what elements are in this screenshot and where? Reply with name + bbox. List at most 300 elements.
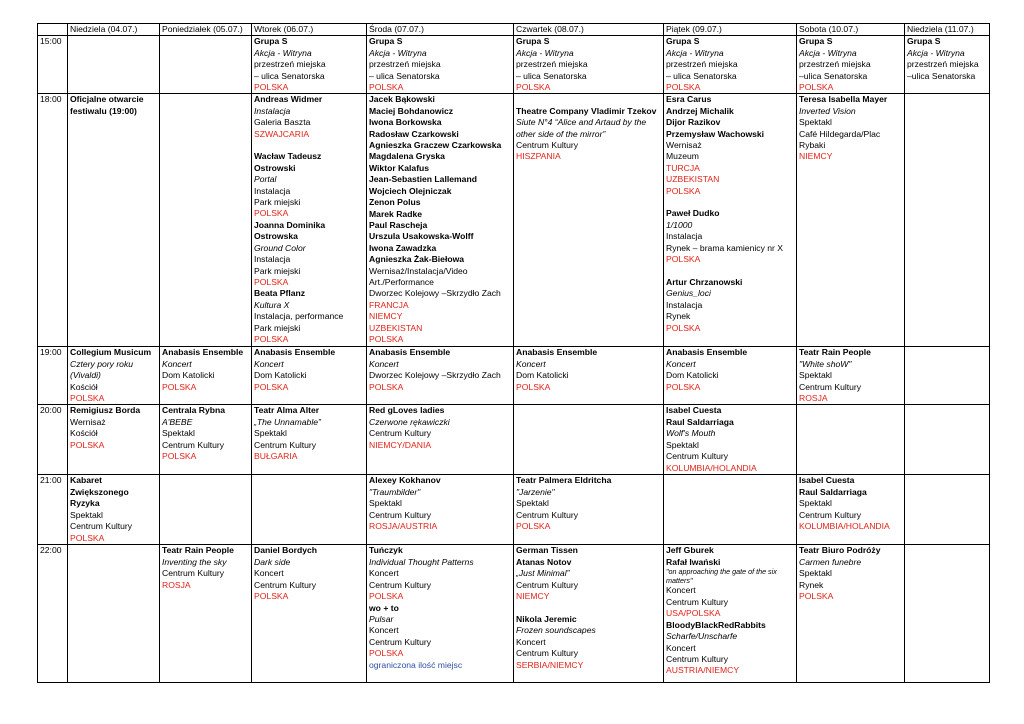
event-performer: Teatr Biuro Podróży: [799, 545, 881, 556]
event-country: POLSKA: [369, 381, 404, 392]
event-line: Spektakl: [369, 498, 402, 509]
event-line: Koncert: [254, 568, 284, 579]
event-cell-content: [70, 347, 157, 404]
event-cell-content: [799, 545, 902, 602]
event-line: Spektakl: [516, 498, 549, 509]
event-title: Koncert: [369, 358, 399, 369]
event-line: Centrum Kultury: [162, 439, 225, 450]
event-cell: [160, 36, 252, 94]
event-cell: [68, 347, 160, 405]
event-country: KOLUMBIA/HOLANDIA: [799, 521, 890, 532]
event-title: "on approaching the gate of the six: [666, 567, 777, 577]
event-country: POLSKA: [162, 451, 197, 462]
event-line: Spektakl: [162, 428, 195, 439]
event-performer: Wiktor Kalafus: [369, 162, 430, 173]
festival-schedule-table: [37, 23, 990, 683]
event-cell: [514, 475, 664, 545]
event-cell: [68, 36, 160, 94]
event-line: Kościół: [70, 428, 98, 439]
event-performer: Remigiusz Borda: [70, 405, 141, 416]
event-performer: Jean-Sebastien Lallemand: [369, 174, 477, 185]
event-performer: Ryzyka: [70, 498, 100, 509]
event-performer: Dijor Razikov: [666, 117, 721, 128]
event-performer: Isabel Cuesta: [799, 475, 855, 486]
event-country: POLSKA: [70, 393, 105, 404]
event-cell-content: [516, 475, 661, 532]
event-country: POLSKA: [666, 381, 701, 392]
event-line: Centrum Kultury: [369, 636, 432, 647]
event-performer: Wacław Tadeusz: [254, 151, 322, 162]
event-cell-content: [907, 36, 987, 82]
event-country: POLSKA: [799, 591, 834, 602]
event-line: Instalacja: [666, 299, 703, 310]
event-line: Rynek – brama kamienicy nr X: [666, 242, 784, 253]
event-line: przestrzeń miejska: [369, 59, 441, 70]
event-title: Individual Thought Patterns: [369, 556, 474, 567]
event-line: Spektakl: [254, 428, 287, 439]
event-title: „The Unnamable”: [254, 416, 321, 427]
event-performer: Nikola Jeremic: [516, 613, 577, 624]
event-performer: Teatr Palmera Eldritcha: [516, 475, 612, 486]
event-cell-content: [70, 405, 157, 451]
event-cell: [797, 545, 905, 683]
event-country: NIEMCY: [516, 591, 550, 602]
event-cell-content: [666, 545, 794, 676]
event-line: Centrum Kultury: [369, 579, 432, 590]
event-cell: [664, 36, 797, 94]
event-performer: Iwona Borkowska: [369, 117, 442, 128]
event-cell: [252, 475, 367, 545]
event-cell: [797, 36, 905, 94]
event-country: POLSKA: [666, 254, 701, 265]
event-line: Centrum Kultury: [369, 428, 432, 439]
event-line: Spektakl: [799, 117, 832, 128]
schedule-body: [38, 36, 990, 683]
event-line: Centrum Kultury: [516, 509, 579, 520]
event-line: Dom Katolicki: [666, 370, 719, 381]
event-title: "Jarzenie": [516, 486, 555, 497]
event-title: Kultura X: [254, 299, 290, 310]
event-title: Akcja - Witryna: [799, 47, 857, 58]
event-cell-content: [799, 475, 902, 532]
event-line: Spektakl: [666, 439, 699, 450]
event-line: Centrum Kultury: [666, 653, 729, 664]
event-performer: Red gLoves ladies: [369, 405, 445, 416]
event-performer: Jeff Gburek: [666, 545, 714, 556]
event-country: BUŁGARIA: [254, 451, 298, 462]
event-line: Centrum Kultury: [666, 596, 729, 607]
event-country: UZBEKISTAN: [666, 174, 720, 185]
event-line: Centrum Kultury: [516, 648, 579, 659]
event-performer: BloodyBlackRedRabbits: [666, 619, 766, 630]
event-title: "White shoW": [799, 358, 852, 369]
time-slot: 20:00: [38, 405, 68, 475]
event-performer: Teatr Rain People: [162, 545, 234, 556]
event-line: przestrzeń miejska: [666, 59, 738, 70]
event-country: HISZPANIA: [516, 151, 561, 162]
time-slot: 15:00: [38, 36, 68, 94]
event-title: Akcja - Witryna: [516, 47, 574, 58]
header-row: [38, 24, 990, 36]
event-cell: [797, 475, 905, 545]
event-line: Park miejski: [254, 197, 301, 208]
event-cell-content: [516, 545, 661, 670]
event-performer: Urszula Usakowska-Wolff: [369, 231, 474, 242]
event-performer: Anabasis Ensemble: [666, 347, 748, 358]
event-title: Cztery pory roku: [70, 358, 134, 369]
event-title: Genius_loci: [666, 288, 711, 299]
time-slot: 22:00: [38, 545, 68, 683]
event-cell: [367, 475, 514, 545]
event-line: Wernisaż: [666, 140, 702, 151]
event-cell-content: [799, 347, 902, 404]
event-performer: Paweł Dudko: [666, 208, 720, 219]
event-cell: [664, 94, 797, 347]
event-title: 1/1000: [666, 219, 693, 230]
event-cell-content: [369, 405, 511, 451]
event-line: Centrum Kultury: [254, 439, 317, 450]
event-title: "Traumbilder": [369, 486, 421, 497]
event-cell-content: [369, 94, 511, 345]
event-cell-content: [70, 94, 157, 117]
event-title: Koncert: [516, 358, 546, 369]
event-performer: Collegium Musicum: [70, 347, 152, 358]
event-country: POLSKA: [254, 381, 289, 392]
event-country: POLSKA: [799, 82, 834, 93]
event-performer: Radosław Czarkowski: [369, 128, 459, 139]
event-cell-content: [799, 36, 902, 93]
event-performer: Centrala Rybna: [162, 405, 226, 416]
event-line: Koncert: [666, 585, 696, 596]
event-performer: Paul Rascheja: [369, 219, 428, 230]
event-cell: [905, 347, 990, 405]
event-line: Instalacja: [254, 254, 291, 265]
event-country: USA/POLSKA: [666, 608, 721, 619]
event-cell: [905, 94, 990, 347]
event-title: Inventing the sky: [162, 556, 227, 567]
event-country: AUSTRIA/NIEMCY: [666, 665, 740, 676]
event-country: NIEMCY/DANIA: [369, 439, 432, 450]
event-country: SERBIA/NIEMCY: [516, 659, 584, 670]
event-cell-content: [666, 36, 794, 93]
event-cell: [160, 347, 252, 405]
header-day: Niedziela (04.07.): [68, 24, 160, 36]
event-line: Koncert: [666, 642, 696, 653]
event-cell: [367, 347, 514, 405]
header-day: Czwartek (08.07.): [514, 24, 664, 36]
event-cell: [664, 347, 797, 405]
event-cell-content: [254, 347, 364, 393]
event-performer: Daniel Bordych: [254, 545, 318, 556]
event-line: Wernisaż: [70, 416, 106, 427]
event-performer: Teatr Rain People: [799, 347, 871, 358]
event-line: Dom Katolicki: [516, 370, 569, 381]
event-cell: [514, 405, 664, 475]
event-cell: [905, 405, 990, 475]
event-cell: [797, 405, 905, 475]
line-gap: [516, 94, 661, 105]
event-line: –ulica Senatorska: [907, 70, 976, 81]
event-title: Koncert: [162, 358, 192, 369]
event-line: Koncert: [369, 568, 399, 579]
event-country: POLSKA: [254, 591, 289, 602]
event-country: UZBEKISTAN: [369, 322, 423, 333]
event-line: Café Hildegarda/Plac: [799, 128, 881, 139]
event-performer: Grupa S: [799, 36, 833, 47]
event-line: Galeria Baszta: [254, 117, 311, 128]
event-performer: Wojciech Olejniczak: [369, 185, 452, 196]
event-cell: [905, 36, 990, 94]
event-cell: [160, 545, 252, 683]
event-title: Inverted Vision: [799, 105, 856, 116]
event-country: POLSKA: [369, 648, 404, 659]
event-cell: [252, 36, 367, 94]
event-line: Rynek: [666, 311, 691, 322]
event-cell-content: [799, 94, 902, 162]
event-country: POLSKA: [70, 439, 105, 450]
event-performer: Grupa S: [254, 36, 288, 47]
event-performer: festiwalu (19:00): [70, 105, 137, 116]
event-country: POLSKA: [369, 82, 404, 93]
event-line: Dworzec Kolejowy –Skrzydło Zach: [369, 370, 501, 381]
event-cell: [160, 405, 252, 475]
event-performer: Rafał Iwański: [666, 556, 721, 567]
event-cell: [68, 475, 160, 545]
event-performer: Anabasis Ensemble: [516, 347, 598, 358]
event-line: Centrum Kultury: [516, 140, 579, 151]
event-performer: Atanas Notov: [516, 556, 572, 567]
event-cell: [252, 545, 367, 683]
time-slot: 18:00: [38, 94, 68, 347]
event-line: Instalacja: [666, 231, 703, 242]
event-cell-content: [516, 94, 661, 162]
event-line: Spektakl: [799, 498, 832, 509]
schedule-row: [38, 405, 990, 475]
event-performer: Grupa S: [369, 36, 403, 47]
event-cell: [68, 405, 160, 475]
event-performer: Marek Radke: [369, 208, 423, 219]
header-day: Sobota (10.07.): [797, 24, 905, 36]
event-country: SZWAJCARIA: [254, 128, 310, 139]
event-title: Frozen soundscapes: [516, 625, 596, 636]
event-performer: Oficjalne otwarcie: [70, 94, 144, 105]
event-country: POLSKA: [254, 208, 289, 219]
event-cell: [367, 36, 514, 94]
event-line: Dom Katolicki: [162, 370, 215, 381]
event-cell-content: [516, 36, 661, 93]
event-performer: Magdalena Gryska: [369, 151, 445, 162]
event-line: Centrum Kultury: [254, 579, 317, 590]
event-cell: [68, 545, 160, 683]
event-cell-content: [70, 475, 157, 543]
event-title: Siute N°4 “Alice and Artaud by the: [516, 117, 647, 128]
event-cell: [664, 545, 797, 683]
event-country: ROSJA/AUSTRIA: [369, 521, 438, 532]
event-performer: Andrzej Michalik: [666, 105, 734, 116]
event-line: Centrum Kultury: [666, 451, 729, 462]
event-cell-content: [369, 347, 511, 393]
event-line: Spektakl: [799, 568, 832, 579]
event-country: POLSKA: [666, 185, 701, 196]
event-performer: Isabel Cuesta: [666, 405, 722, 416]
event-performer: Jacek Bąkowski: [369, 94, 435, 105]
event-performer: Raul Saldarriaga: [799, 486, 867, 497]
event-cell: [514, 94, 664, 347]
event-line: Koncert: [369, 625, 399, 636]
event-line: przestrzeń miejska: [799, 59, 871, 70]
event-performer: Grupa S: [907, 36, 941, 47]
event-performer: Agnieszka Graczew Czarkowska: [369, 140, 502, 151]
event-line: Dom Katolicki: [254, 370, 307, 381]
event-title: Portal: [254, 174, 277, 185]
event-title: Czerwone rękawiczki: [369, 416, 450, 427]
event-title: Scharfe/Unscharfe: [666, 631, 738, 642]
event-performer: Theatre Company Vladimir Tzekov: [516, 105, 657, 116]
event-note: ograniczona ilość miejsc: [369, 659, 463, 670]
event-cell-content: [666, 405, 794, 473]
event-title: A'BEBE: [162, 416, 193, 427]
event-performer: Agnieszka Żak-Biełowa: [369, 254, 465, 265]
schedule-row: [38, 36, 990, 94]
event-cell: [797, 347, 905, 405]
event-performer: Ostrowski: [254, 162, 296, 173]
header-time: [38, 24, 68, 36]
event-cell-content: [254, 545, 364, 602]
event-performer: wo + to: [369, 602, 399, 613]
event-cell-content: [369, 475, 511, 532]
event-country: POLSKA: [369, 591, 404, 602]
event-line: Dworzec Kolejowy –Skrzydło Zach: [369, 288, 501, 299]
event-line: Park miejski: [254, 322, 301, 333]
event-title: Ground Color: [254, 242, 306, 253]
event-line: – ulica Senatorska: [254, 70, 325, 81]
event-performer: Maciej Bohdanowicz: [369, 105, 454, 116]
event-performer: Zenon Polus: [369, 197, 421, 208]
event-performer: Andreas Widmer: [254, 94, 323, 105]
line-gap: [666, 266, 794, 277]
event-performer: Joanna Dominika: [254, 219, 326, 230]
event-country: POLSKA: [666, 322, 701, 333]
line-gap: [666, 197, 794, 208]
line-gap: [516, 603, 661, 614]
header-day: Środa (07.07.): [367, 24, 514, 36]
event-cell-content: [254, 405, 364, 462]
event-cell-content: [666, 94, 794, 334]
event-cell: [514, 36, 664, 94]
event-title: Carmen funebre: [799, 556, 862, 567]
event-line: Instalacja: [254, 185, 291, 196]
event-performer: Grupa S: [666, 36, 700, 47]
event-title: „Just Minimal”: [516, 568, 570, 579]
event-line: Spektakl: [799, 370, 832, 381]
event-performer: Alexey Kokhanov: [369, 475, 441, 486]
header-day: Piątek (09.07.): [664, 24, 797, 36]
event-line: Art./Performance: [369, 276, 434, 287]
event-title: Akcja - Witryna: [254, 47, 312, 58]
event-line: Centrum Kultury: [70, 521, 133, 532]
event-title: Koncert: [254, 358, 284, 369]
event-country: POLSKA: [666, 82, 701, 93]
event-cell: [252, 347, 367, 405]
event-line: Centrum Kultury: [799, 381, 862, 392]
event-performer: Raul Saldarriaga: [666, 416, 734, 427]
event-line: Centrum Kultury: [369, 509, 432, 520]
event-line: – ulica Senatorska: [516, 70, 587, 81]
line-gap: [254, 140, 364, 151]
event-cell: [252, 405, 367, 475]
event-cell: [514, 545, 664, 683]
event-line: Centrum Kultury: [516, 579, 579, 590]
event-performer: Anabasis Ensemble: [254, 347, 336, 358]
event-title: Akcja - Witryna: [907, 47, 965, 58]
event-performer: Teatr Alma Alter: [254, 405, 320, 416]
event-line: Kościół: [70, 381, 98, 392]
event-line: przestrzeń miejska: [907, 59, 979, 70]
event-country: ROSJA: [799, 393, 828, 404]
event-cell-content: [516, 347, 661, 393]
event-cell-content: [666, 347, 794, 393]
event-cell-content: [162, 405, 249, 462]
event-cell: [160, 475, 252, 545]
event-cell-content: [162, 545, 249, 591]
event-line: Park miejski: [254, 265, 301, 276]
event-cell: [664, 405, 797, 475]
event-cell: [367, 94, 514, 347]
event-cell: [367, 405, 514, 475]
event-cell-content: [162, 347, 249, 393]
event-performer: German Tissen: [516, 545, 578, 556]
event-line: Wernisaż/Instalacja/Video: [369, 265, 468, 276]
event-performer: Tuńczyk: [369, 545, 403, 556]
schedule-row: [38, 545, 990, 683]
event-title: Wolf's Mouth: [666, 428, 716, 439]
event-title: matters": [666, 575, 693, 585]
event-title: Koncert: [666, 358, 696, 369]
event-cell: [68, 94, 160, 347]
event-title: (Vivaldi): [70, 370, 101, 381]
event-cell: [514, 347, 664, 405]
schedule-row: [38, 94, 990, 347]
event-performer: Ostrowska: [254, 231, 298, 242]
event-country: FRANCJA: [369, 299, 409, 310]
event-cell-content: [369, 545, 511, 670]
event-title: Instalacja: [254, 105, 291, 116]
event-cell: [905, 475, 990, 545]
event-title: Akcja - Witryna: [666, 47, 724, 58]
event-cell: [905, 545, 990, 683]
event-performer: Anabasis Ensemble: [162, 347, 244, 358]
event-performer: Beata Pflanz: [254, 288, 306, 299]
event-cell-content: [254, 36, 364, 93]
event-performer: Teresa Isabella Mayer: [799, 94, 888, 105]
time-slot: 19:00: [38, 347, 68, 405]
schedule-row: [38, 475, 990, 545]
event-country: KOLUMBIA/HOLANDIA: [666, 462, 757, 473]
event-country: POLSKA: [162, 381, 197, 392]
event-country: POLSKA: [70, 532, 105, 543]
event-country: POLSKA: [516, 521, 551, 532]
event-performer: Zwiększonego: [70, 486, 129, 497]
event-title: Akcja - Witryna: [369, 47, 427, 58]
event-title: Pulsar: [369, 613, 394, 624]
event-cell: [160, 94, 252, 347]
event-country: TURCJA: [666, 162, 700, 173]
event-cell: [367, 545, 514, 683]
event-country: POLSKA: [369, 333, 404, 344]
event-performer: Przemysław Wachowski: [666, 128, 765, 139]
event-line: Instalacja, performance: [254, 311, 344, 322]
event-country: ROSJA: [162, 579, 191, 590]
